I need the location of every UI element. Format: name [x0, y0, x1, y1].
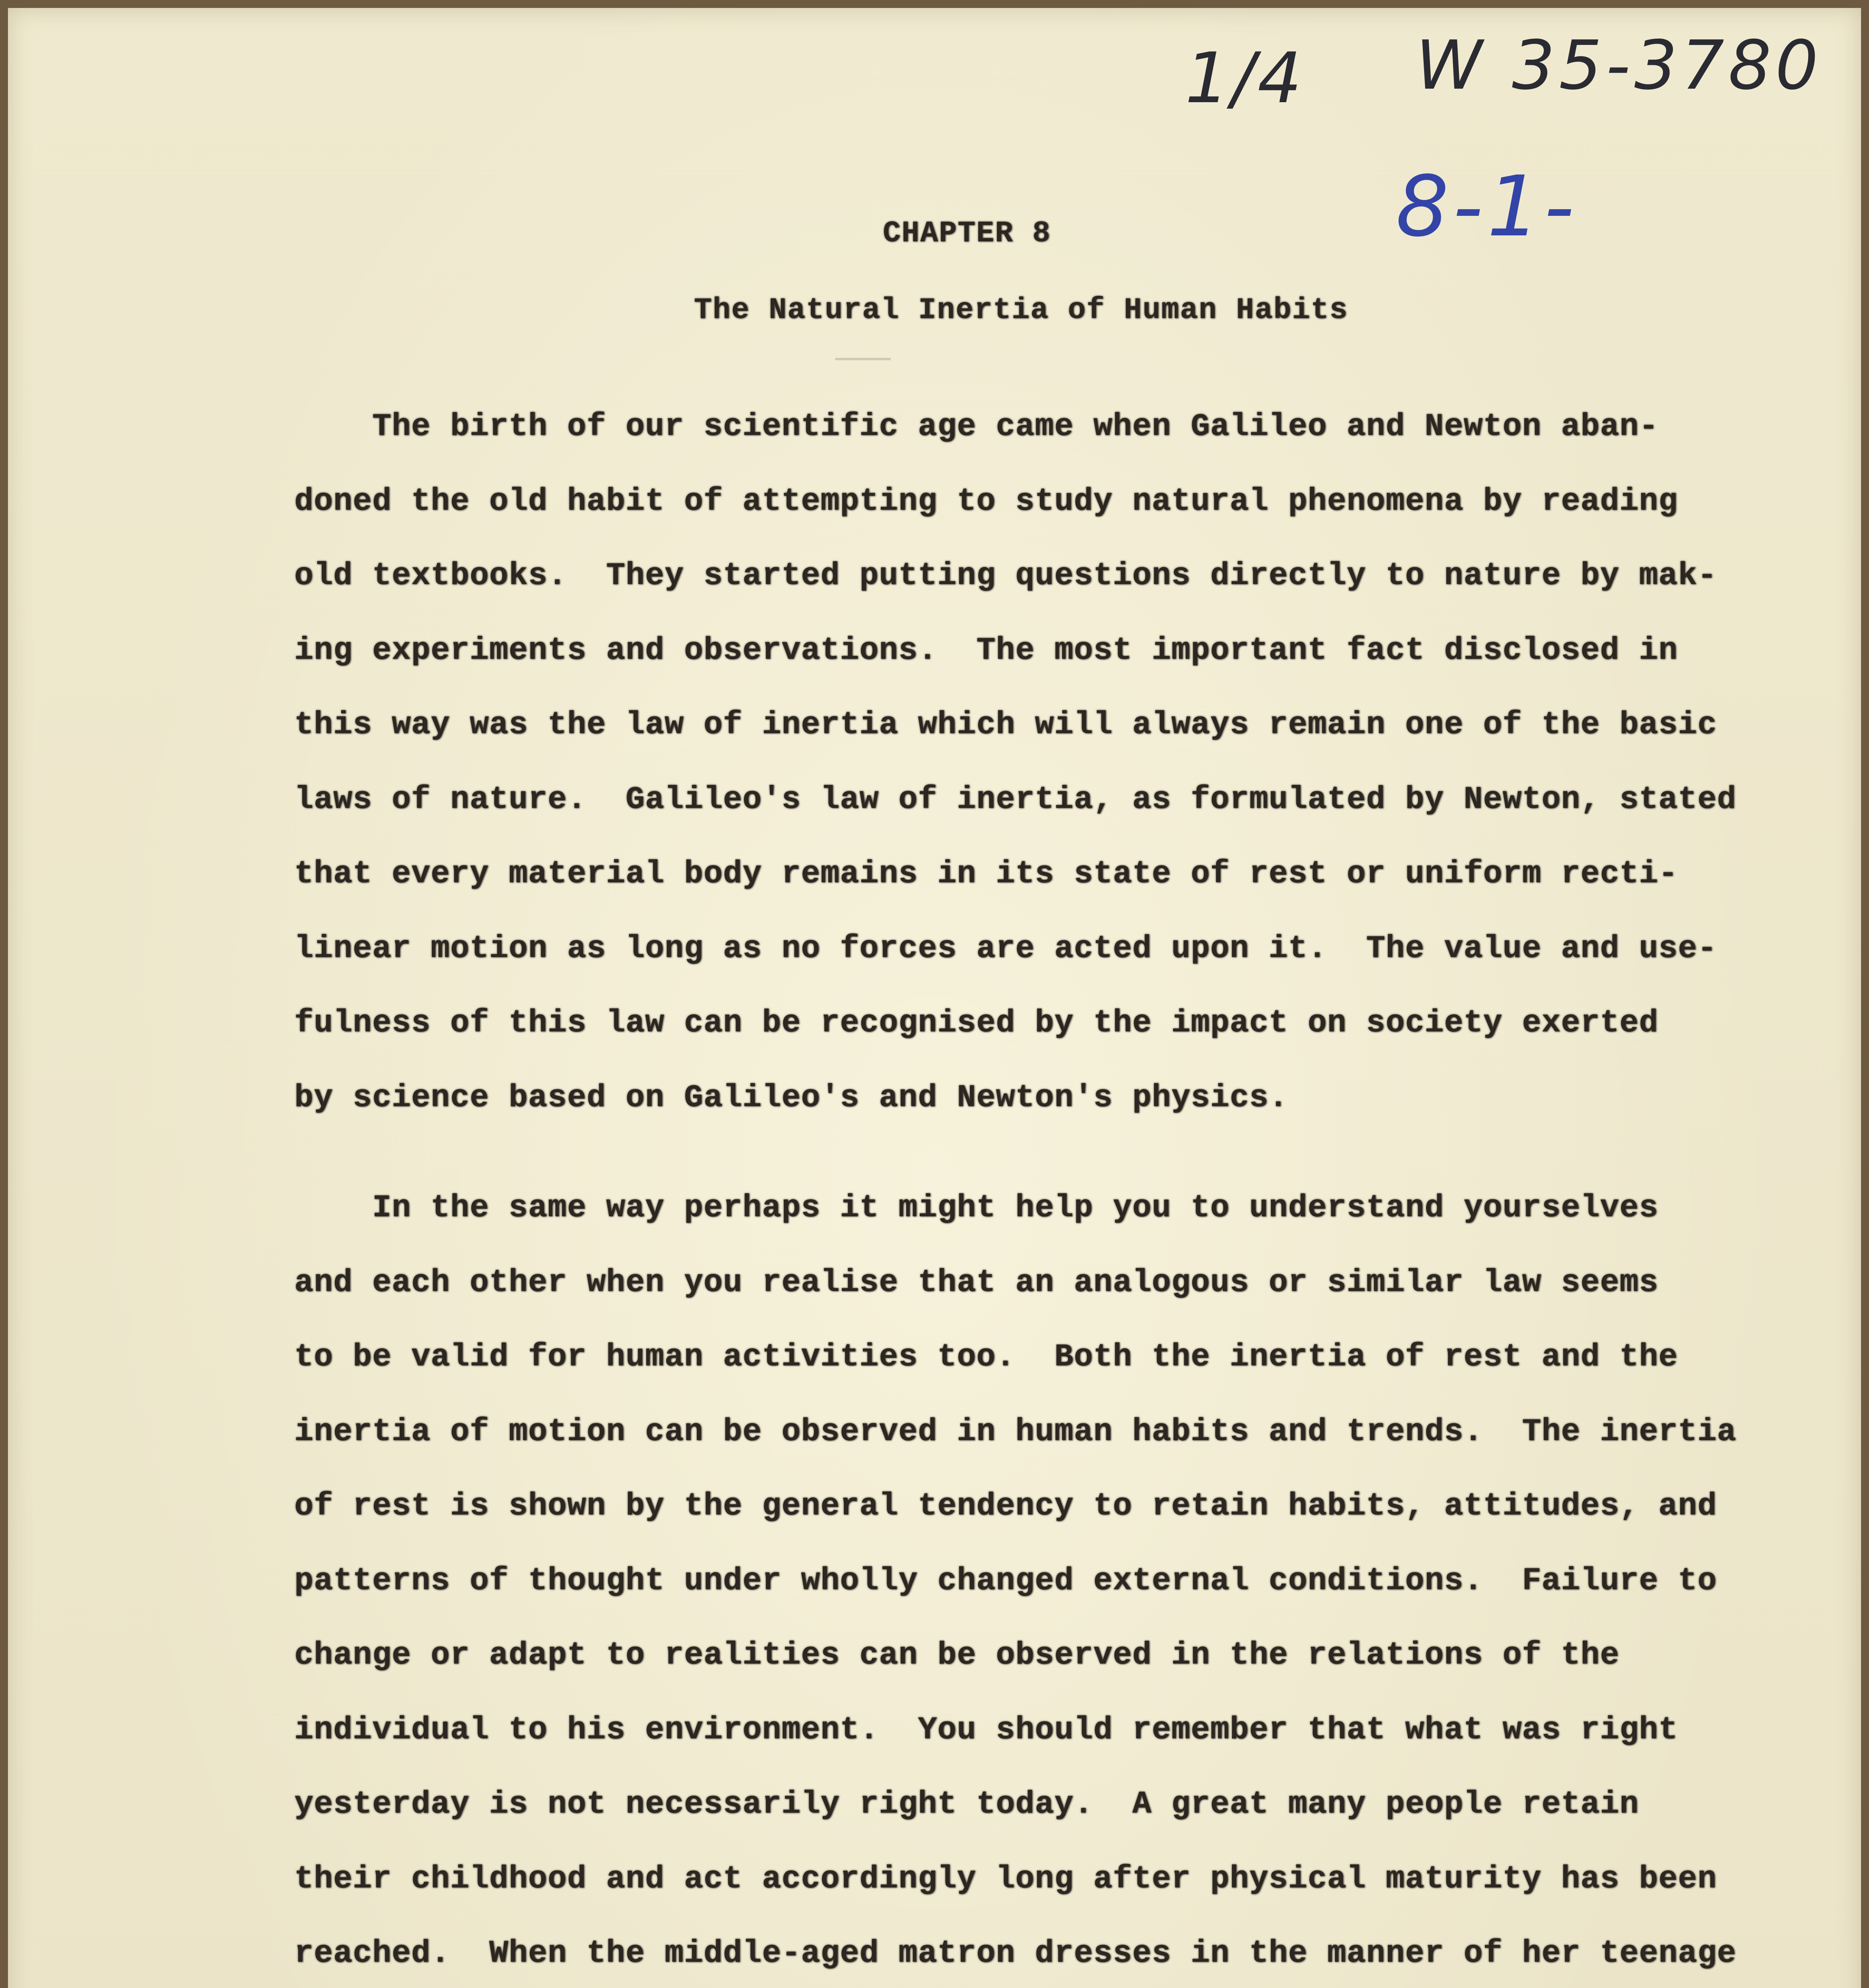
text-line: this way was the law of inertia which will always remain one of the basic	[294, 707, 1717, 743]
text-line: to be valid for human activities too. Both the inertia of rest and the	[294, 1339, 1678, 1375]
text-line: their childhood and act accordingly long after physical maturity has been	[294, 1861, 1717, 1897]
handwritten-fraction: 1/4	[1185, 38, 1304, 119]
text-line: inertia of motion can be observed in human habits and trends. The inertia	[294, 1413, 1737, 1450]
text-line: fulness of this law can be recognised by the impact on society exerted	[294, 1005, 1659, 1041]
chapter-heading: CHAPTER 8	[883, 217, 1051, 250]
paragraph-galileo-newton	[294, 390, 1737, 1135]
text-line: linear motion as long as no forces are acted upon it. The value and use-	[294, 930, 1717, 967]
chapter-title: The Natural Inertia of Human Habits	[694, 293, 1348, 327]
text-line: laws of nature. Galileo's law of inertia, as formulated by Newton, stated	[294, 781, 1737, 818]
text-line: In the same way perhaps it might help you to understand yourselves	[294, 1190, 1659, 1226]
typewritten-page	[8, 8, 1861, 1988]
text-line: individual to his environment. You should remember that what was right	[294, 1712, 1678, 1748]
text-line: of rest is shown by the general tendency to retain habits, attitudes, and	[294, 1488, 1717, 1524]
text-line: that every material body remains in its state of rest or uniform recti-	[294, 856, 1678, 892]
text-line: old textbooks. They started putting questions directly to nature by mak-	[294, 558, 1717, 594]
paragraph-human-inertia	[294, 1171, 1737, 1988]
text-line: reached. When the middle-aged matron dresses in the manner of her teenage	[294, 1936, 1737, 1972]
text-line: doned the old habit of attempting to study natural phenomena by reading	[294, 483, 1678, 520]
text-line: patterns of thought under wholly changed external conditions. Failure to	[294, 1563, 1717, 1599]
text-line: change or adapt to realities can be observed in the relations of the	[294, 1637, 1620, 1673]
text-line: The birth of our scientific age came when Galileo and Newton aban-	[294, 409, 1659, 445]
text-line: ing experiments and observations. The most important fact disclosed in	[294, 632, 1678, 669]
text-line: yesterday is not necessarily right today. A great many people retain	[294, 1786, 1639, 1823]
handwritten-archive-number: W 35-3780	[1416, 26, 1822, 105]
text-line: and each other when you realise that an analogous or similar law seems	[294, 1264, 1659, 1301]
text-line: by science based on Galileo's and Newton's physics.	[294, 1079, 1288, 1116]
faint-separator	[835, 358, 891, 360]
handwritten-page-number: 8-1-	[1396, 158, 1578, 255]
